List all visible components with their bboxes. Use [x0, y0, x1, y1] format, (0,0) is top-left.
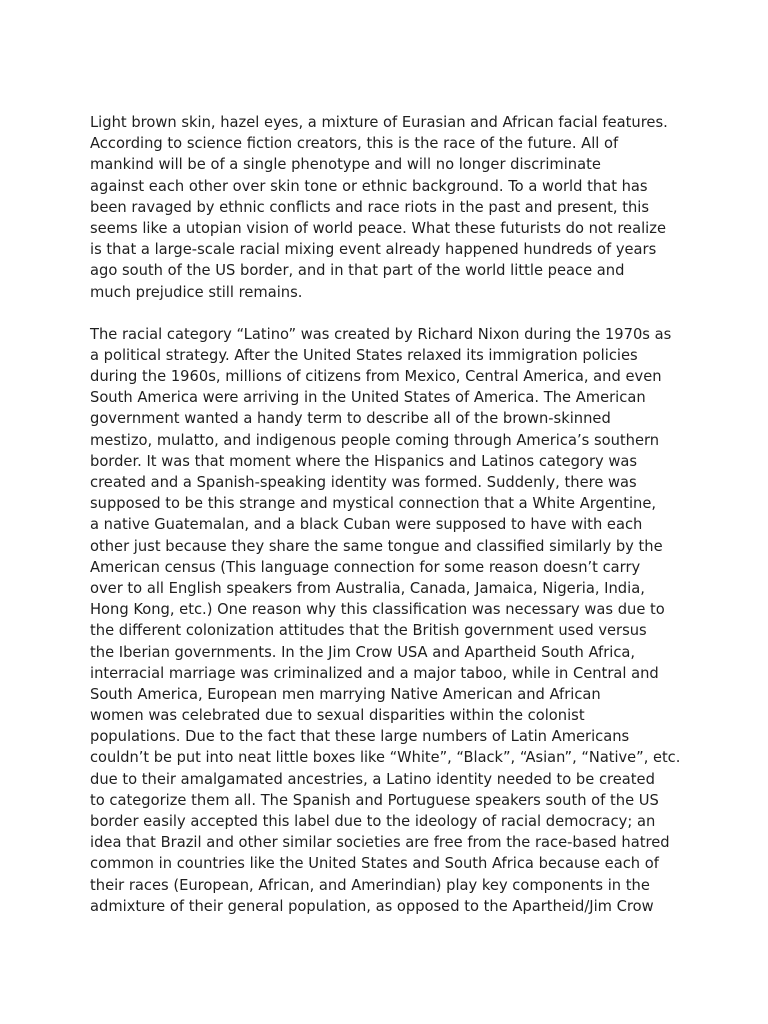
- text-line: their races (European, African, and Amerindian) play key components in the: [90, 876, 650, 894]
- document-body: [90, 112, 680, 917]
- text-line: to categorize them all. The Spanish and Portuguese speakers south of the US: [90, 791, 659, 809]
- text-line: much prejudice still remains.: [90, 283, 303, 301]
- text-line: The racial category “Latino” was created by Richard Nixon during the 1970s as: [90, 325, 672, 343]
- text-line: couldn’t be put into neat little boxes like “White”, “Black”, “Asian”, “Native”, etc.: [90, 749, 681, 767]
- text-line: a native Guatemalan, and a black Cuban were supposed to have with each: [90, 516, 643, 534]
- text-line: been ravaged by ethnic conflicts and race riots in the past and present, this: [90, 198, 650, 216]
- text-line: a political strategy. After the United States relaxed its immigration policies: [90, 346, 638, 364]
- text-line: government wanted a handy term to describe all of the brown-skinned: [90, 410, 611, 428]
- text-line: According to science fiction creators, this is the race of the future. All of: [90, 135, 619, 153]
- text-line: seems like a utopian vision of world peace. What these futurists do not realize: [90, 219, 666, 237]
- text-line: common in countries like the United States and South Africa because each of: [90, 855, 659, 873]
- text-line: mankind will be of a single phenotype and will no longer discriminate: [90, 156, 601, 174]
- text-line: mestizo, mulatto, and indigenous people coming through America’s southern: [90, 431, 660, 449]
- text-line: supposed to be this strange and mystical connection that a White Argentine,: [90, 495, 657, 513]
- text-line: South America were arriving in the United States of America. The American: [90, 389, 646, 407]
- text-line: ago south of the US border, and in that part of the world little peace and: [90, 262, 625, 280]
- text-line: American census (This language connection for some reason doesn’t carry: [90, 558, 641, 576]
- text-line: women was celebrated due to sexual disparities within the colonist: [90, 707, 585, 725]
- text-line: other just because they share the same tongue and classified similarly by the: [90, 537, 663, 555]
- text-line: interracial marriage was criminalized and a major taboo, while in Central and: [90, 664, 659, 682]
- text-line: border easily accepted this label due to the ideology of racial democracy; an: [90, 813, 656, 830]
- text-line: Light brown skin, hazel eyes, a mixture of Eurasian and African facial features.: [90, 114, 668, 131]
- text-line: due to their amalgamated ancestries, a Latino identity needed to be created: [90, 770, 655, 788]
- text-line: border. It was that moment where the Hispanics and Latinos category was: [90, 452, 638, 470]
- text-line: Hong Kong, etc.) One reason why this classification was necessary was due to: [90, 601, 665, 619]
- text-line: against each other over skin tone or ethnic background. To a world that has: [90, 177, 648, 195]
- paragraph-2: [90, 324, 680, 917]
- text-line: the Iberian governments. In the Jim Crow USA and Apartheid South Africa,: [90, 643, 636, 661]
- paragraph-1: [90, 112, 680, 303]
- text-line: over to all English speakers from Australia, Canada, Jamaica, Nigeria, India,: [90, 579, 645, 597]
- text-line: populations. Due to the fact that these large numbers of Latin Americans: [90, 728, 630, 746]
- text-line: admixture of their general population, as opposed to the Apartheid/Jim Crow: [90, 897, 654, 915]
- text-line: South America, European men marrying Native American and African: [90, 685, 601, 703]
- text-line: idea that Brazil and other similar societies are free from the race-based hatred: [90, 834, 670, 852]
- text-line: the different colonization attitudes that the British government used versus: [90, 622, 647, 640]
- text-line: during the 1960s, millions of citizens from Mexico, Central America, and even: [90, 368, 662, 386]
- text-line: is that a large-scale racial mixing event already happened hundreds of years: [90, 241, 657, 259]
- text-line: created and a Spanish-speaking identity was formed. Suddenly, there was: [90, 474, 637, 491]
